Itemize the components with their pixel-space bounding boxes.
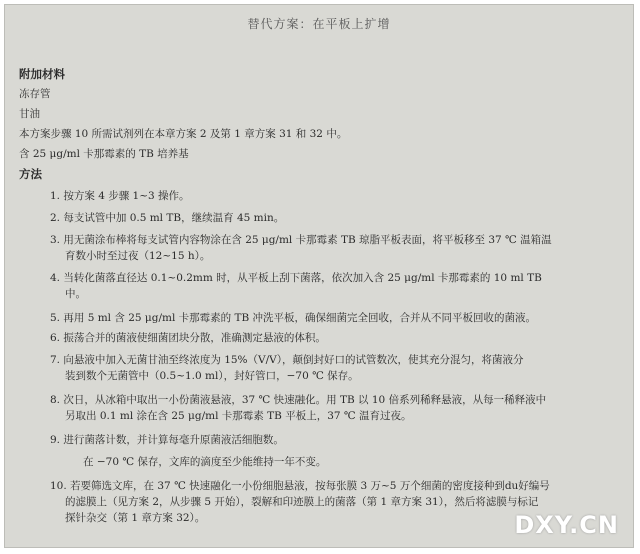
step-9-note: 在 −70 ℃ 保存，文库的滴度至少能维持一年不变。 xyxy=(83,456,327,468)
step-8-cont: 另取出 0.1 ml 涂在含 25 μg/ml 卡那霉素 TB 平板上，37 ℃ 温育过夜。 xyxy=(65,410,412,422)
method-heading: 方法 xyxy=(19,167,42,181)
material-item: 本方案步骤 10 所需试剂列在本章方案 2 及第 1 章方案 31 和 32 中。 xyxy=(19,128,348,140)
step-10-cont: 的滤膜上（见方案 2，从步骤 5 开始），裂解和印迹膜上的菌落（第 1 章方案 31），然后将滤膜与标记 xyxy=(65,496,539,508)
material-item: 甘油 xyxy=(19,108,40,120)
step-4-cont: 中。 xyxy=(65,288,86,300)
watermark-logo: DXY.CN xyxy=(514,511,619,539)
step-4: 4. 当转化菌落直径达 0.1~0.2mm 时，从平板上刮下菌落，依次加入含 25 μg/ml 卡那霉素的 10 ml TB xyxy=(50,272,542,284)
step-7: 7. 向悬液中加入无菌甘油至终浓度为 15%（V/V），颠倒封好口的试管数次，使其充分混匀，将菌液分 xyxy=(50,354,524,366)
step-10-cont-2: 探针杂交（第 1 章方案 32）。 xyxy=(65,512,206,524)
step-7-cont: 装到数个无菌管中（0.5~1.0 ml），封好管口，−70 ℃ 保存。 xyxy=(65,370,359,382)
step-3-cont: 育数小时至过夜（12~15 h）。 xyxy=(65,250,211,262)
step-9: 9. 进行菌落计数，并计算每毫升原菌液活细胞数。 xyxy=(50,434,284,446)
material-item: 冻存管 xyxy=(19,88,51,100)
materials-heading: 附加材料 xyxy=(19,67,65,81)
step-6: 6. 振荡合并的菌液使细菌团块分散，准确测定悬液的体积。 xyxy=(50,332,326,344)
material-item: 含 25 μg/ml 卡那霉素的 TB 培养基 xyxy=(19,148,189,160)
step-5: 5. 再用 5 ml 含 25 μg/ml 卡那霉素的 TB 冲洗平板，确保细菌完全回收，合并从不同平板回收的菌液。 xyxy=(50,312,537,324)
step-1: 1. 按方案 4 步骤 1~3 操作。 xyxy=(50,190,190,202)
step-10: 10. 若要筛选文库，在 37 ℃ 快速融化一小份细胞悬液，按每张膜 3 万~5 万个细菌的密度接种到du好编号 xyxy=(50,480,550,492)
step-2: 2. 每支试管中加 0.5 ml TB，继续温育 45 min。 xyxy=(50,212,285,224)
document-page xyxy=(4,4,634,548)
step-3: 3. 用无菌涂布棒将每支试管内容物涂在含 25 μg/ml 卡那霉素 TB 琼脂平板表面，将平板移至 37 ℃ 温箱温 xyxy=(50,234,552,246)
page-title: 替代方案：在平板上扩增 xyxy=(247,17,391,31)
step-8: 8. 次日，从冰箱中取出一小份菌液悬液，37 ℃ 快速融化。用 TB 以 10 倍系列稀释悬液，从每一稀释液中 xyxy=(50,394,547,406)
